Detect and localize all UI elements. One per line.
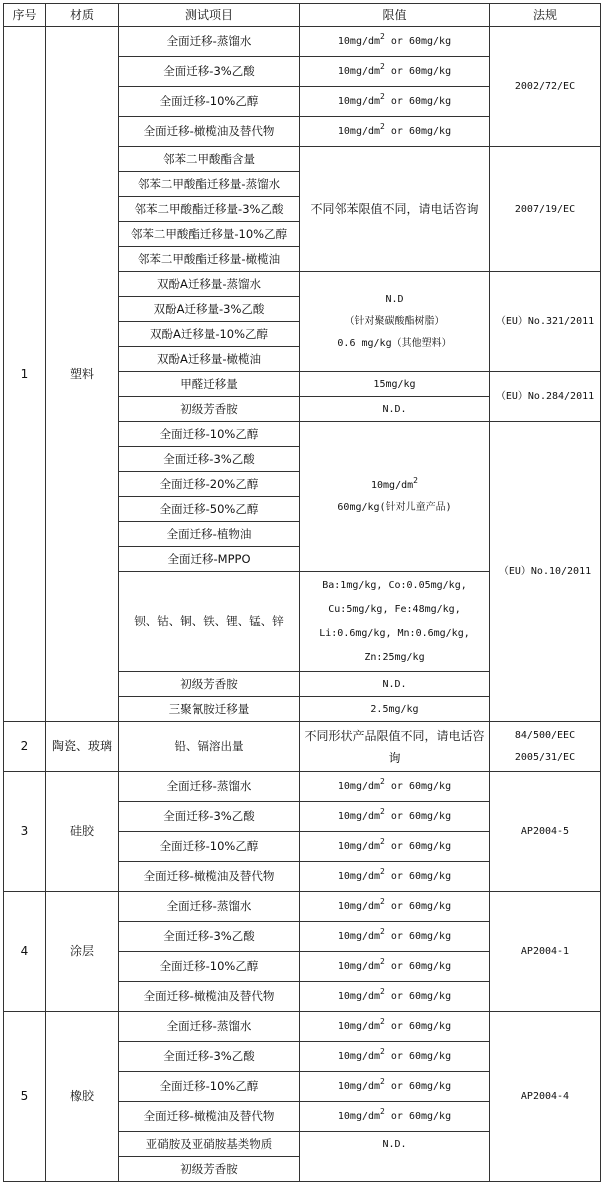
limit-line: Li:0.6mg/kg, Mn:0.6mg/kg, bbox=[319, 627, 470, 639]
limit-value: or 60mg/kg bbox=[384, 841, 452, 852]
table-row bbox=[4, 772, 601, 802]
limit-value: N.D. bbox=[300, 672, 490, 697]
limit-value: 15mg/kg bbox=[300, 372, 490, 397]
test-item: 三聚氰胺迁移量 bbox=[119, 697, 300, 722]
regulation: （EU）No.321/2011 bbox=[490, 272, 601, 372]
limit-value: 10mg/dm bbox=[337, 901, 381, 912]
test-item: 全面迁移-3%乙酸 bbox=[119, 447, 300, 472]
test-item: 全面迁移-蒸馏水 bbox=[119, 772, 300, 802]
test-item: 全面迁移-10%乙醇 bbox=[119, 832, 300, 862]
limit-exponent: 2 bbox=[380, 1017, 385, 1026]
test-item: 全面迁移-橄榄油及替代物 bbox=[119, 1102, 300, 1132]
regulation-line: 2005/31/EC bbox=[514, 751, 576, 763]
limit-exponent: 2 bbox=[380, 957, 385, 966]
test-item: 全面迁移-橄榄油及替代物 bbox=[119, 862, 300, 892]
limit-value: or 60mg/kg bbox=[384, 961, 452, 972]
limit-value: 10mg/dm bbox=[337, 841, 381, 852]
limit-value bbox=[300, 1102, 490, 1132]
test-item: 全面迁移-20%乙醇 bbox=[119, 472, 300, 497]
test-item: 全面迁移-10%乙醇 bbox=[119, 1072, 300, 1102]
limit-value: 10mg/dm bbox=[337, 1111, 381, 1122]
test-item: 邻苯二甲酸酯迁移量-蒸馏水 bbox=[119, 172, 300, 197]
test-item: 全面迁移-10%乙醇 bbox=[119, 87, 300, 117]
regulation: （EU）No.284/2011 bbox=[490, 372, 601, 422]
limit-value: 不同形状产品限值不同，请电话咨询 bbox=[300, 722, 490, 772]
test-item: 甲醛迁移量 bbox=[119, 372, 300, 397]
test-item: 双酚A迁移量-橄榄油 bbox=[119, 347, 300, 372]
limit-exponent: 2 bbox=[380, 1077, 385, 1086]
limit-exponent: 2 bbox=[380, 92, 385, 101]
limit-value bbox=[300, 27, 490, 57]
limit-exponent: 2 bbox=[380, 777, 385, 786]
regulation-line: 84/500/EEC bbox=[514, 729, 576, 741]
limit-value: or 60mg/kg bbox=[384, 1051, 452, 1062]
limit-value bbox=[300, 802, 490, 832]
limit-value: or 60mg/kg bbox=[384, 871, 452, 882]
table-row bbox=[4, 1012, 601, 1042]
test-item: 双酚A迁移量-蒸馏水 bbox=[119, 272, 300, 297]
section-material: 涂层 bbox=[46, 892, 119, 1012]
test-item: 全面迁移-橄榄油及替代物 bbox=[119, 117, 300, 147]
test-item: 全面迁移-蒸馏水 bbox=[119, 1012, 300, 1042]
limit-value: or 60mg/kg bbox=[384, 96, 452, 107]
table-row bbox=[4, 27, 601, 57]
limit-value bbox=[300, 422, 490, 572]
limit-value: N.D. bbox=[300, 1132, 490, 1182]
limit-exponent: 2 bbox=[380, 1107, 385, 1116]
header-test: 测试项目 bbox=[119, 4, 300, 27]
limit-value: 10mg/dm bbox=[337, 961, 381, 972]
limit-exponent: 2 bbox=[380, 897, 385, 906]
limit-value bbox=[300, 922, 490, 952]
limit-value bbox=[300, 572, 490, 672]
limit-exponent: 2 bbox=[380, 1047, 385, 1056]
limit-value: or 60mg/kg bbox=[384, 66, 452, 77]
header-no: 序号 bbox=[4, 4, 46, 27]
limit-value: 10mg/dm bbox=[337, 1021, 381, 1032]
limit-exponent: 2 bbox=[380, 837, 385, 846]
section-no: 2 bbox=[4, 722, 46, 772]
table-row bbox=[4, 892, 601, 922]
section-material: 橡胶 bbox=[46, 1012, 119, 1182]
limit-value bbox=[300, 772, 490, 802]
test-item: 全面迁移-植物油 bbox=[119, 522, 300, 547]
limit-value: or 60mg/kg bbox=[384, 811, 452, 822]
section-material: 陶瓷、玻璃 bbox=[46, 722, 119, 772]
limit-value: 10mg/dm bbox=[337, 991, 381, 1002]
regulation: AP2004-5 bbox=[490, 772, 601, 892]
section-material: 塑料 bbox=[46, 27, 119, 722]
test-item: 邻苯二甲酸酯迁移量-3%乙酸 bbox=[119, 197, 300, 222]
test-item: 全面迁移-橄榄油及替代物 bbox=[119, 982, 300, 1012]
test-item: 全面迁移-3%乙酸 bbox=[119, 1042, 300, 1072]
test-item: 全面迁移-10%乙醇 bbox=[119, 952, 300, 982]
limit-value bbox=[300, 952, 490, 982]
section-no: 5 bbox=[4, 1012, 46, 1182]
regulation: AP2004-1 bbox=[490, 892, 601, 1012]
header-material: 材质 bbox=[46, 4, 119, 27]
limit-value: 10mg/dm bbox=[337, 931, 381, 942]
header-limit: 限值 bbox=[300, 4, 490, 27]
test-item: 钡、钴、铜、铁、锂、锰、锌 bbox=[119, 572, 300, 672]
limit-value: 10mg/dm bbox=[337, 96, 381, 107]
test-item: 双酚A迁移量-10%乙醇 bbox=[119, 322, 300, 347]
limit-value: 10mg/dm bbox=[337, 66, 381, 77]
limit-value: or 60mg/kg bbox=[384, 931, 452, 942]
limit-value: or 60mg/kg bbox=[384, 1081, 452, 1092]
test-item: 全面迁移-MPPO bbox=[119, 547, 300, 572]
limit-value: N.D. bbox=[300, 397, 490, 422]
limit-value bbox=[300, 982, 490, 1012]
limit-line: 0.6 mg/kg（其他塑料） bbox=[337, 337, 452, 349]
limit-value bbox=[300, 117, 490, 147]
limit-exponent: 2 bbox=[380, 987, 385, 996]
test-item: 邻苯二甲酸酯迁移量-橄榄油 bbox=[119, 247, 300, 272]
test-item: 全面迁移-蒸馏水 bbox=[119, 27, 300, 57]
limit-exponent: 2 bbox=[380, 62, 385, 71]
limit-value bbox=[300, 832, 490, 862]
section-no: 4 bbox=[4, 892, 46, 1012]
limit-value: or 60mg/kg bbox=[384, 1021, 452, 1032]
limit-value: 2.5mg/kg bbox=[300, 697, 490, 722]
limit-line: Zn:25mg/kg bbox=[364, 651, 425, 663]
limit-value bbox=[300, 1012, 490, 1042]
test-item: 双酚A迁移量-3%乙酸 bbox=[119, 297, 300, 322]
limit-value bbox=[300, 1072, 490, 1102]
limit-value bbox=[300, 1042, 490, 1072]
limit-exponent: 2 bbox=[380, 32, 385, 41]
limit-line: 60mg/kg(针对儿童产品) bbox=[337, 501, 452, 513]
limit-value: or 60mg/kg bbox=[384, 991, 452, 1002]
regulation-table bbox=[3, 3, 601, 1182]
limit-value: or 60mg/kg bbox=[384, 36, 452, 47]
limit-line: （针对聚碳酸酯树脂） bbox=[344, 315, 445, 327]
test-item: 邻苯二甲酸酯含量 bbox=[119, 147, 300, 172]
limit-value bbox=[300, 892, 490, 922]
header-row bbox=[4, 4, 601, 27]
limit-value: 10mg/dm bbox=[337, 871, 381, 882]
limit-value: 10mg/dm bbox=[337, 811, 381, 822]
test-item: 邻苯二甲酸酯迁移量-10%乙醇 bbox=[119, 222, 300, 247]
test-item: 初级芳香胺 bbox=[119, 397, 300, 422]
limit-value: or 60mg/kg bbox=[384, 1111, 452, 1122]
limit-value: 不同邻苯限值不同，请电话咨询 bbox=[300, 147, 490, 272]
limit-value: 10mg/dm bbox=[337, 36, 381, 47]
limit-line: Cu:5mg/kg, Fe:48mg/kg, bbox=[328, 603, 461, 615]
regulation: AP2004-4 bbox=[490, 1012, 601, 1182]
limit-exponent: 2 bbox=[380, 927, 385, 936]
limit-line: Ba:1mg/kg, Co:0.05mg/kg, bbox=[322, 579, 467, 591]
test-item: 初级芳香胺 bbox=[119, 672, 300, 697]
test-item: 铅、镉溶出量 bbox=[119, 722, 300, 772]
section-material: 硅胶 bbox=[46, 772, 119, 892]
limit-exponent: 2 bbox=[380, 122, 385, 131]
header-regulation: 法规 bbox=[490, 4, 601, 27]
limit-value: or 60mg/kg bbox=[384, 901, 452, 912]
section-no: 1 bbox=[4, 27, 46, 722]
limit-exponent: 2 bbox=[380, 807, 385, 816]
limit-line: N.D bbox=[385, 293, 404, 305]
limit-value: 10mg/dm bbox=[337, 781, 381, 792]
test-item: 亚硝胺及亚硝胺基类物质 bbox=[119, 1132, 300, 1157]
limit-value: or 60mg/kg bbox=[384, 126, 452, 137]
limit-exponent: 2 bbox=[413, 475, 418, 485]
limit-value bbox=[300, 272, 490, 372]
limit-value: 10mg/dm bbox=[337, 1081, 381, 1092]
test-item: 全面迁移-3%乙酸 bbox=[119, 922, 300, 952]
regulation: （EU）No.10/2011 bbox=[490, 422, 601, 722]
limit-value: or 60mg/kg bbox=[384, 781, 452, 792]
limit-value bbox=[300, 87, 490, 117]
section-no: 3 bbox=[4, 772, 46, 892]
limit-value: 10mg/dm bbox=[371, 479, 414, 491]
limit-line bbox=[302, 475, 487, 497]
regulation: 2002/72/EC bbox=[490, 27, 601, 147]
limit-value bbox=[300, 57, 490, 87]
regulation: 2007/19/EC bbox=[490, 147, 601, 272]
test-item: 全面迁移-50%乙醇 bbox=[119, 497, 300, 522]
test-item: 初级芳香胺 bbox=[119, 1157, 300, 1182]
limit-exponent: 2 bbox=[380, 867, 385, 876]
limit-value: 10mg/dm bbox=[337, 126, 381, 137]
test-item: 全面迁移-10%乙醇 bbox=[119, 422, 300, 447]
test-item: 全面迁移-蒸馏水 bbox=[119, 892, 300, 922]
limit-value bbox=[300, 862, 490, 892]
regulation bbox=[490, 722, 601, 772]
limit-value: 10mg/dm bbox=[337, 1051, 381, 1062]
test-item: 全面迁移-3%乙酸 bbox=[119, 57, 300, 87]
test-item: 全面迁移-3%乙酸 bbox=[119, 802, 300, 832]
table-row bbox=[4, 722, 601, 772]
